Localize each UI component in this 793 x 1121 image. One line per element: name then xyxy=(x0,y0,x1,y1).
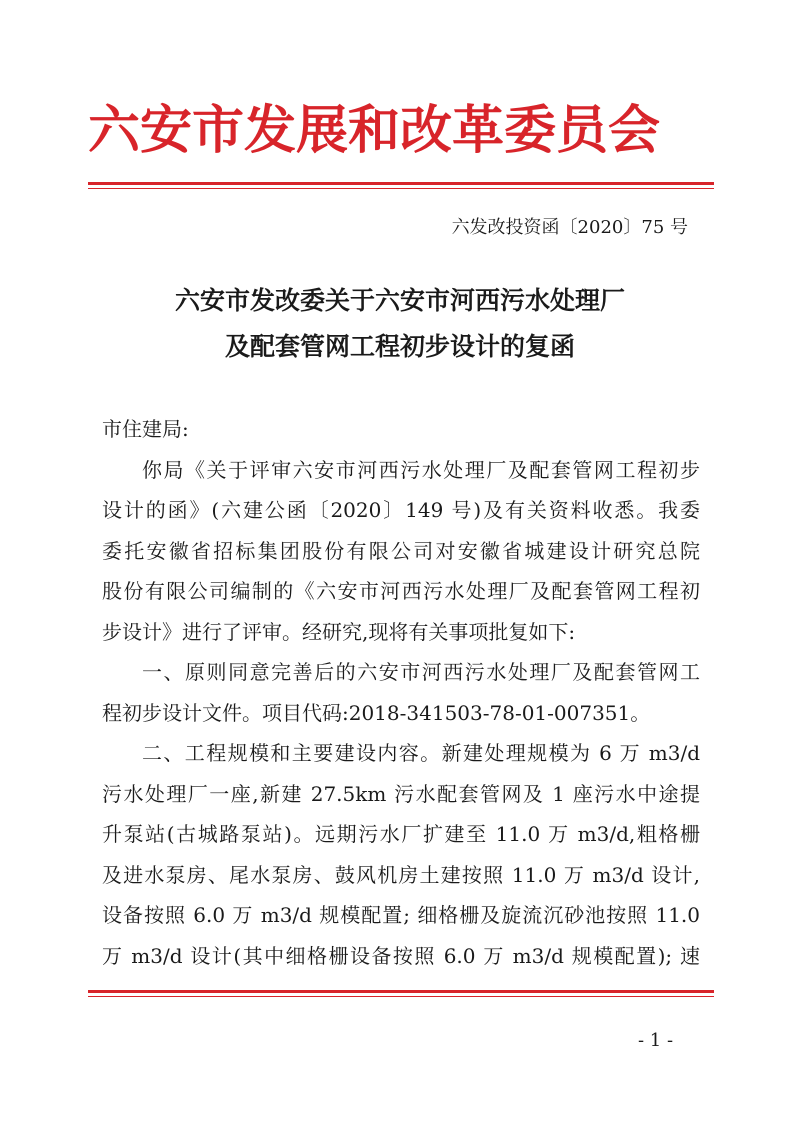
paragraph-1-line: 股份有限公司编制的《六安市河西污水处理厂及配套管网工程初 xyxy=(102,579,700,603)
document-body xyxy=(102,409,700,976)
paragraph-2-line: 程初步设计文件。项目代码:2018-341503-78-01-007351。 xyxy=(102,700,651,725)
paragraph-1-line: 设计的函》(六建公函〔2020〕149 号)及有关资料收悉。我委 xyxy=(102,498,700,522)
paragraph-3-line: 二、工程规模和主要建设内容。新建处理规模为 6 万 m3/d xyxy=(142,741,700,765)
paragraph-3-line: 升泵站(古城路泵站)。远期污水厂扩建至 11.0 万 m3/d,粗格栅 xyxy=(102,822,700,846)
document-title xyxy=(100,278,700,370)
issuing-organization: 六安市发展和改革委员会 xyxy=(88,101,661,161)
salutation: 市住建局: xyxy=(102,417,189,441)
footer-red-rule-thick xyxy=(88,990,714,993)
paragraph-1-line: 你局《关于评审六安市河西污水处理厂及配套管网工程初步 xyxy=(142,457,700,482)
paragraph-3-line: 污水处理厂一座,新建 27.5km 污水配套管网及 1 座污水中途提 xyxy=(102,781,700,806)
title-line-1: 六安市发改委关于六安市河西污水处理厂 xyxy=(174,286,625,315)
title-line-2: 及配套管网工程初步设计的复函 xyxy=(224,332,575,361)
paragraph-3-line: 万 m3/d 设计(其中细格栅设备按照 6.0 万 m3/d 规模配置); 速 xyxy=(102,943,700,968)
header-red-rule-thin xyxy=(88,188,714,189)
footer-red-rule-thin xyxy=(88,996,714,997)
paragraph-3-line: 设备按照 6.0 万 m3/d 规模配置; 细格栅及旋流沉砂池按照 11.0 xyxy=(102,903,700,927)
paragraph-3-line: 及进水泵房、尾水泵房、鼓风机房土建按照 11.0 万 m3/d 设计, xyxy=(102,862,700,887)
paragraph-2-line: 一、原则同意完善后的六安市河西污水处理厂及配套管网工 xyxy=(142,660,700,684)
page-number: - 1 - xyxy=(638,1030,674,1051)
document-number: 六发改投资函〔2020〕75 号 xyxy=(451,217,688,238)
paragraph-1-line: 步设计》进行了评审。经研究,现将有关事项批复如下: xyxy=(102,619,576,644)
paragraph-1-line: 委托安徽省招标集团股份有限公司对安徽省城建设计研究总院 xyxy=(102,538,700,563)
header-red-rule-thick xyxy=(88,182,714,185)
